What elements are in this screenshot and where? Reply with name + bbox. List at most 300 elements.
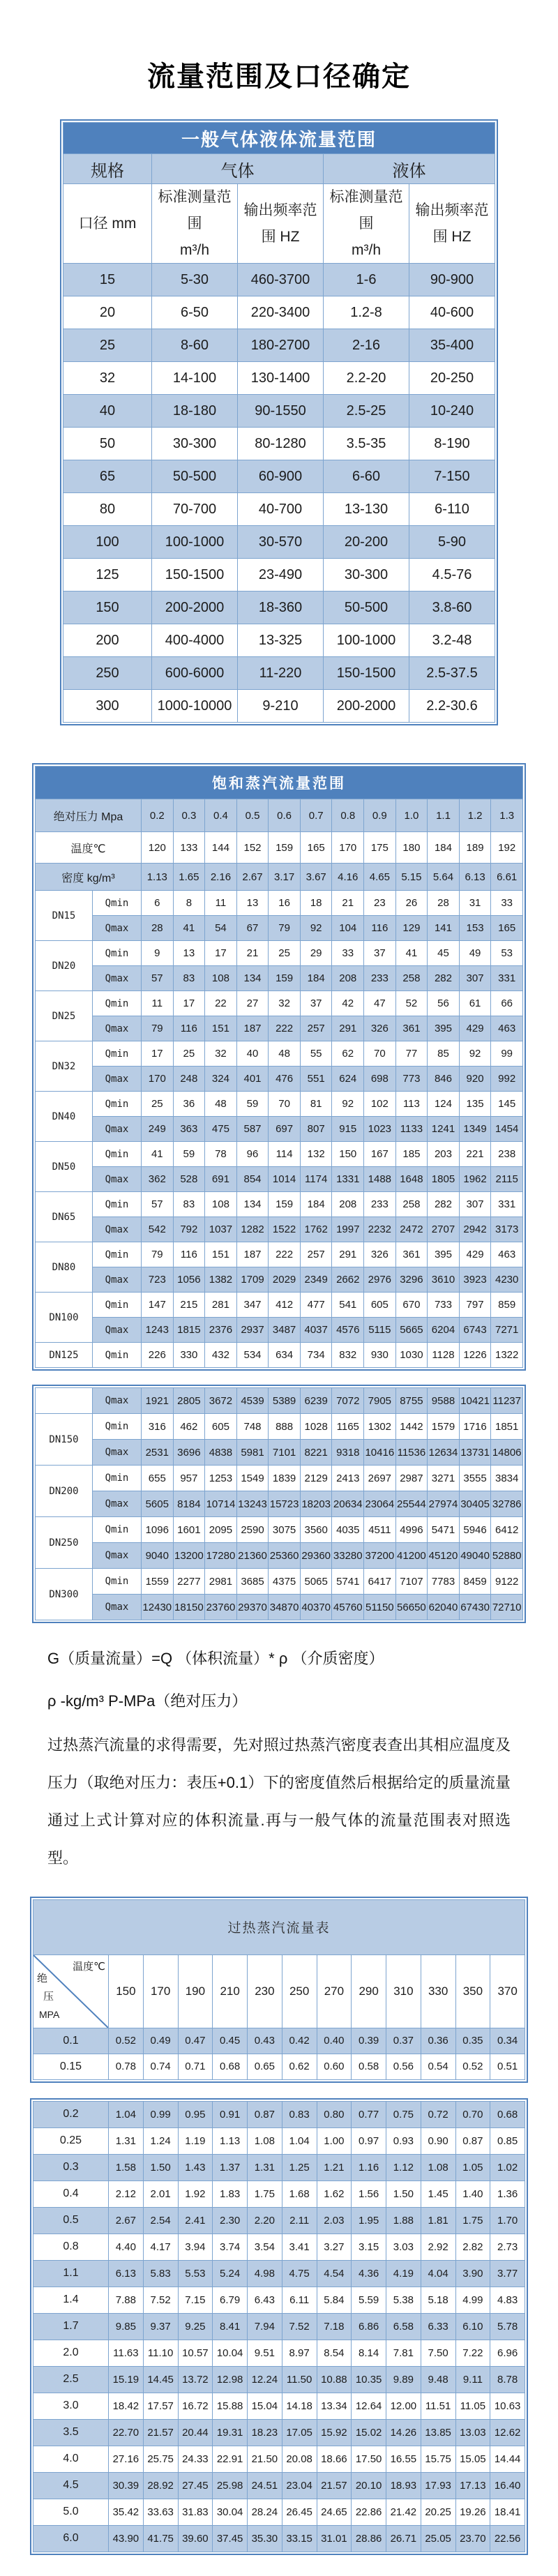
- qmax-cell: 54: [205, 916, 237, 941]
- density-value-cell: 18.23: [248, 2419, 282, 2446]
- density-value-cell: 22.86: [352, 2499, 386, 2525]
- range-cell: 100-1000: [152, 526, 238, 559]
- density-value-cell: 3.54: [248, 2234, 282, 2260]
- qmin-row: [36, 891, 523, 916]
- qmin-cell: 23: [364, 891, 396, 916]
- density-value-cell: 8.78: [490, 2366, 525, 2393]
- pressure-cell: 1.2: [459, 799, 491, 832]
- qmin-row: [36, 1414, 523, 1440]
- qmax-cell: 29360: [300, 1543, 332, 1569]
- qmax-cell: 62040: [428, 1595, 460, 1620]
- qmin-cell: 222: [269, 1242, 301, 1267]
- pressure-cell: 0.9: [364, 799, 396, 832]
- qmax-cell: 92: [300, 916, 332, 941]
- qmax-cell: 475: [205, 1117, 237, 1142]
- pressure-row-label: 3.0: [33, 2393, 109, 2419]
- pressure-row-label: 4.0: [33, 2446, 109, 2472]
- table1-column-header-row: [63, 184, 495, 264]
- qmin-cell: 2095: [205, 1517, 237, 1543]
- density-cell: 3.67: [300, 864, 332, 891]
- density-value-cell: 28.92: [143, 2472, 178, 2499]
- table-row: [63, 624, 495, 657]
- general-flow-table-grid: [63, 122, 495, 723]
- qmin-cell: 347: [236, 1293, 269, 1318]
- qmax-cell: 7271: [491, 1318, 523, 1343]
- density-value-cell: 6.86: [352, 2313, 386, 2340]
- qmin-cell: 81: [300, 1092, 332, 1117]
- qmin-cell: 113: [395, 1092, 428, 1117]
- qmin-cell: 282: [428, 1192, 460, 1217]
- qmin-cell: 159: [269, 1192, 301, 1217]
- qmax-cell: 208: [332, 966, 364, 991]
- qmin-cell: 151: [205, 1242, 237, 1267]
- density-value-cell: 17.13: [455, 2472, 490, 2499]
- density-cell: 4.65: [364, 864, 396, 891]
- density-value-cell: 0.78: [109, 2054, 144, 2079]
- density-value-cell: 20.08: [282, 2446, 317, 2472]
- qmin-cell: 70: [364, 1041, 396, 1067]
- qmax-cell: 18203: [300, 1491, 332, 1517]
- density-value-cell: 10.88: [317, 2366, 352, 2393]
- qmax-cell: 49040: [459, 1543, 491, 1569]
- range-cell: 6-60: [324, 460, 409, 493]
- density-value-cell: 7.94: [248, 2313, 282, 2340]
- density-value-cell: 3.41: [282, 2234, 317, 2260]
- diameter-cell: 100: [63, 526, 152, 559]
- density-value-cell: 4.75: [282, 2260, 317, 2287]
- range-cell: 4.5-76: [409, 559, 495, 592]
- temperature-row: [36, 832, 523, 864]
- qmin-cell: 1442: [395, 1414, 428, 1440]
- density-value-cell: 25.75: [143, 2446, 178, 2472]
- diameter-cell: 80: [63, 493, 152, 526]
- density-value-cell: 11.50: [282, 2366, 317, 2393]
- density-value-cell: 5.18: [421, 2287, 455, 2313]
- qmax-cell: 4576: [332, 1318, 364, 1343]
- superheated-steam-grid-continued: [33, 2101, 525, 2552]
- pressure-row-label: 6.0: [33, 2525, 109, 2552]
- qmin-cell: 52: [395, 991, 428, 1016]
- table-row: [33, 2234, 525, 2260]
- density-cell: 5.15: [395, 864, 428, 891]
- density-value-cell: 37.45: [213, 2525, 248, 2552]
- diameter-cell: 125: [63, 559, 152, 592]
- range-cell: 6-110: [409, 493, 495, 526]
- qmax-cell: 5115: [364, 1318, 396, 1343]
- qmin-cell: 134: [236, 1192, 269, 1217]
- qmin-cell: 2277: [173, 1569, 205, 1595]
- density-value-cell: 2.92: [421, 2234, 455, 2260]
- pressure-cell: 0.6: [269, 799, 301, 832]
- qmax-cell: 4539: [236, 1388, 269, 1414]
- density-value-cell: 21.57: [143, 2419, 178, 2446]
- qmin-row: [36, 1517, 523, 1543]
- range-cell: 5-90: [409, 526, 495, 559]
- qmax-cell: 1037: [205, 1217, 237, 1242]
- qmax-cell: 807: [300, 1117, 332, 1142]
- qmin-cell: 2590: [236, 1517, 269, 1543]
- qmax-cell: 846: [428, 1067, 460, 1092]
- qmax-cell: 13731: [459, 1440, 491, 1466]
- range-cell: 80-1280: [238, 428, 324, 460]
- qmax-cell: 6204: [428, 1318, 460, 1343]
- qmin-cell: 48: [269, 1041, 301, 1067]
- range-cell: 1.2-8: [324, 296, 409, 329]
- table-row: [33, 2180, 525, 2207]
- pressure-cell: 0.8: [332, 799, 364, 832]
- gas-range-header: [152, 184, 238, 264]
- qmax-cell: 45120: [428, 1543, 460, 1569]
- density-value-cell: 0.60: [317, 2054, 352, 2079]
- saturated-steam-grid-continued: [35, 1387, 523, 1620]
- qmin-label: Qmin: [93, 1293, 142, 1318]
- qmin-cell: 208: [332, 1192, 364, 1217]
- qmax-cell: 1962: [459, 1167, 491, 1192]
- qmax-cell: 2232: [364, 1217, 396, 1242]
- qmin-cell: 733: [428, 1293, 460, 1318]
- qmin-cell: 1559: [142, 1569, 174, 1595]
- qmin-row: [36, 1192, 523, 1217]
- qmax-cell: 2662: [332, 1267, 364, 1293]
- qmax-cell: 1815: [173, 1318, 205, 1343]
- density-value-cell: 3.77: [490, 2260, 525, 2287]
- density-value-cell: 35.30: [248, 2525, 282, 2552]
- range-cell: 10-240: [409, 395, 495, 428]
- temperature-cell: 120: [142, 832, 174, 864]
- qmax-cell: 1174: [300, 1167, 332, 1192]
- density-value-cell: 31.83: [178, 2499, 213, 2525]
- density-value-cell: 30.39: [109, 2472, 144, 2499]
- qmax-cell: 624: [332, 1067, 364, 1092]
- pressure-row: [36, 799, 523, 832]
- range-cell: 70-700: [152, 493, 238, 526]
- qmax-cell: 34870: [269, 1595, 301, 1620]
- qmax-cell: 37200: [364, 1543, 396, 1569]
- qmin-cell: 888: [269, 1414, 301, 1440]
- density-value-cell: 16.40: [490, 2472, 525, 2499]
- qmin-row: [36, 1242, 523, 1267]
- density-value-cell: 1.75: [455, 2207, 490, 2234]
- density-value-cell: 0.36: [421, 2028, 455, 2054]
- table-row: [63, 657, 495, 690]
- qmin-cell: 22: [205, 991, 237, 1016]
- temperature-cell: 170: [332, 832, 364, 864]
- dn-label: DN300: [36, 1569, 93, 1620]
- diameter-cell: 40: [63, 395, 152, 428]
- table-row: [33, 2207, 525, 2234]
- density-label: 密度 kg/m³: [36, 864, 142, 891]
- density-value-cell: 4.54: [317, 2260, 352, 2287]
- qmin-cell: 56: [428, 991, 460, 1016]
- qmin-cell: 1030: [395, 1343, 428, 1368]
- dn-label: DN50: [36, 1142, 93, 1192]
- qmin-cell: 1579: [428, 1414, 460, 1440]
- density-value-cell: 0.52: [109, 2028, 144, 2054]
- table-row: [33, 2127, 525, 2154]
- density-value-cell: 0.68: [213, 2054, 248, 2079]
- qmin-cell: 25: [173, 1041, 205, 1067]
- qmin-cell: 412: [269, 1293, 301, 1318]
- qmax-cell: 542: [142, 1217, 174, 1242]
- density-value-cell: 1.70: [490, 2207, 525, 2234]
- temperature-cell: 175: [364, 832, 396, 864]
- density-value-cell: 0.90: [421, 2127, 455, 2154]
- density-value-cell: 9.25: [178, 2313, 213, 2340]
- qmax-cell: 3923: [459, 1267, 491, 1293]
- density-value-cell: 3.90: [455, 2260, 490, 2287]
- qmin-cell: 57: [142, 1192, 174, 1217]
- density-value-cell: 23.70: [455, 2525, 490, 2552]
- density-value-cell: 6.43: [248, 2287, 282, 2313]
- density-value-cell: 7.15: [178, 2287, 213, 2313]
- range-cell: 13-130: [324, 493, 409, 526]
- density-value-cell: 5.38: [386, 2287, 421, 2313]
- range-cell: 2.2-20: [324, 362, 409, 395]
- diameter-cell: 250: [63, 657, 152, 690]
- qmin-cell: 655: [142, 1466, 174, 1491]
- qmin-cell: 96: [236, 1142, 269, 1167]
- density-value-cell: 22.56: [490, 2525, 525, 2552]
- qmax-label: Qmax: [93, 966, 142, 991]
- qmin-cell: 215: [173, 1293, 205, 1318]
- density-value-cell: 5.59: [352, 2287, 386, 2313]
- qmax-cell: 13200: [173, 1543, 205, 1569]
- qmin-cell: 4035: [332, 1517, 364, 1543]
- document-page: [0, 54, 558, 2576]
- density-value-cell: 25.05: [421, 2525, 455, 2552]
- temperature-label: 温度℃: [36, 832, 142, 864]
- density-value-cell: 3.74: [213, 2234, 248, 2260]
- qmax-label: Qmax: [93, 1595, 142, 1620]
- temperature-column-header: 150: [109, 1954, 144, 2028]
- dn-label: DN100: [36, 1293, 93, 1343]
- density-cell: 6.13: [459, 864, 491, 891]
- table-row: [63, 296, 495, 329]
- qmax-cell: 170: [142, 1067, 174, 1092]
- qmax-label: Qmax: [93, 1067, 142, 1092]
- qmax-cell: 23760: [205, 1595, 237, 1620]
- density-value-cell: 0.93: [386, 2127, 421, 2154]
- density-value-cell: 7.22: [455, 2340, 490, 2366]
- qmax-row: [36, 1440, 523, 1466]
- qmin-cell: 233: [364, 1192, 396, 1217]
- density-value-cell: 0.72: [421, 2101, 455, 2127]
- qmax-cell: 25360: [269, 1543, 301, 1569]
- dn-label: DN25: [36, 991, 93, 1041]
- density-value-cell: 20.10: [352, 2472, 386, 2499]
- range-cell: 2.2-30.6: [409, 690, 495, 723]
- density-value-cell: 16.55: [386, 2446, 421, 2472]
- density-value-cell: 18.66: [317, 2446, 352, 2472]
- gas-freq-header: [238, 184, 324, 264]
- qmin-cell: 748: [236, 1414, 269, 1440]
- density-value-cell: 10.35: [352, 2366, 386, 2393]
- qmax-row: [36, 1016, 523, 1041]
- pressure-cell: 0.3: [173, 799, 205, 832]
- saturated-steam-table: [32, 763, 526, 1371]
- qmin-cell: 25: [142, 1092, 174, 1117]
- density-value-cell: 0.58: [352, 2054, 386, 2079]
- qmin-label: Qmin: [93, 1142, 142, 1167]
- density-value-cell: 0.51: [490, 2054, 525, 2079]
- qmin-cell: 1165: [332, 1414, 364, 1440]
- density-value-cell: 20.44: [178, 2419, 213, 2446]
- qmax-cell: 1349: [459, 1117, 491, 1142]
- qmin-cell: 83: [173, 1192, 205, 1217]
- density-value-cell: 0.97: [352, 2127, 386, 2154]
- qmax-cell: 915: [332, 1117, 364, 1142]
- density-value-cell: 23.04: [282, 2472, 317, 2499]
- density-value-cell: 7.18: [317, 2313, 352, 2340]
- pressure-unit: MPA: [39, 2008, 60, 2020]
- qmax-cell: 291: [332, 1016, 364, 1041]
- qmax-cell: 41: [173, 916, 205, 941]
- qmin-cell: 1839: [269, 1466, 301, 1491]
- qmax-cell: 326: [364, 1016, 396, 1041]
- qmin-cell: 258: [395, 1192, 428, 1217]
- qmin-cell: 17: [173, 991, 205, 1016]
- density-value-cell: 15.19: [109, 2366, 144, 2393]
- qmin-cell: 114: [269, 1142, 301, 1167]
- qmin-row: [36, 1142, 523, 1167]
- density-value-cell: 22.70: [109, 2419, 144, 2446]
- range-cell: 2.5-25: [324, 395, 409, 428]
- range-cell: 23-490: [238, 559, 324, 592]
- pressure-row-label: 4.5: [33, 2472, 109, 2499]
- range-cell: 150-1500: [324, 657, 409, 690]
- dn-label: DN125: [36, 1343, 93, 1368]
- table1-title-row: [63, 123, 495, 154]
- qmax-cell: 6239: [300, 1388, 332, 1414]
- qmin-cell: 395: [428, 1242, 460, 1267]
- qmax-label: Qmax: [93, 1388, 142, 1414]
- qmax-cell: 5605: [142, 1491, 174, 1517]
- table-row: [33, 2525, 525, 2552]
- qmax-cell: 52880: [491, 1543, 523, 1569]
- table-row: [63, 690, 495, 723]
- pressure-row-label: 1.4: [33, 2287, 109, 2313]
- qmax-cell: 2531: [142, 1440, 174, 1466]
- density-value-cell: 4.83: [490, 2287, 525, 2313]
- qmax-cell: 13243: [236, 1491, 269, 1517]
- qmin-cell: 25: [269, 941, 301, 966]
- qmax-cell: 21360: [236, 1543, 269, 1569]
- qmin-cell: 2987: [395, 1466, 428, 1491]
- range-cell: 8-60: [152, 329, 238, 362]
- temperature-cell: 133: [173, 832, 205, 864]
- density-value-cell: 2.30: [213, 2207, 248, 2234]
- qmax-label: Qmax: [93, 1167, 142, 1192]
- qmax-cell: 3173: [491, 1217, 523, 1242]
- qmax-cell: 2349: [300, 1267, 332, 1293]
- qmin-cell: 307: [459, 1192, 491, 1217]
- qmin-cell: 6412: [491, 1517, 523, 1543]
- qmax-cell: 10714: [205, 1491, 237, 1517]
- density-value-cell: 14.44: [490, 2446, 525, 2472]
- table-row: [33, 2393, 525, 2419]
- pressure-row-label: 1.7: [33, 2313, 109, 2340]
- temperature-cell: 152: [236, 832, 269, 864]
- qmin-cell: 59: [236, 1092, 269, 1117]
- range-cell: 18-180: [152, 395, 238, 428]
- qmin-cell: 5741: [332, 1569, 364, 1595]
- qmin-cell: 79: [142, 1242, 174, 1267]
- qmin-cell: 9: [142, 941, 174, 966]
- qmax-cell: 11536: [395, 1440, 428, 1466]
- table-row: [63, 329, 495, 362]
- density-value-cell: 0.77: [352, 2101, 386, 2127]
- gas-header: 气体: [152, 154, 324, 184]
- density-value-cell: 6.11: [282, 2287, 317, 2313]
- density-cell: 6.61: [491, 864, 523, 891]
- table2-title: 饱和蒸汽流量范围: [36, 767, 523, 799]
- density-value-cell: 1.00: [317, 2127, 352, 2154]
- density-value-cell: 15.02: [352, 2419, 386, 2446]
- qmax-cell: 307: [459, 966, 491, 991]
- qmin-cell: 797: [459, 1293, 491, 1318]
- density-value-cell: 9.48: [421, 2366, 455, 2393]
- qmin-cell: 331: [491, 1192, 523, 1217]
- density-value-cell: 1.02: [490, 2154, 525, 2180]
- qmax-cell: 4037: [300, 1318, 332, 1343]
- qmax-row: [36, 1267, 523, 1293]
- density-value-cell: 21.57: [317, 2472, 352, 2499]
- qmax-cell: 6743: [459, 1318, 491, 1343]
- range-cell: 90-900: [409, 264, 495, 296]
- qmax-cell: 10416: [364, 1440, 396, 1466]
- temperature-column-header: 190: [178, 1954, 213, 2028]
- qmin-cell: 124: [428, 1092, 460, 1117]
- density-value-cell: 1.81: [421, 2207, 455, 2234]
- qmax-cell: 2376: [205, 1318, 237, 1343]
- qmax-cell: 15723: [269, 1491, 301, 1517]
- density-value-cell: 0.37: [386, 2028, 421, 2054]
- qmin-cell: 92: [459, 1041, 491, 1067]
- temperature-cell: 144: [205, 832, 237, 864]
- temperature-cell: 189: [459, 832, 491, 864]
- density-value-cell: 4.19: [386, 2260, 421, 2287]
- density-value-cell: 9.11: [455, 2366, 490, 2393]
- qmin-cell: 18: [300, 891, 332, 916]
- pressure-row-label: 2.0: [33, 2340, 109, 2366]
- qmin-cell: 670: [395, 1293, 428, 1318]
- qmax-label: Qmax: [93, 1267, 142, 1293]
- density-value-cell: 21.42: [386, 2499, 421, 2525]
- density-value-cell: 0.49: [143, 2028, 178, 2054]
- table-row: [63, 493, 495, 526]
- qmin-label: Qmin: [93, 1242, 142, 1267]
- qmin-row: [36, 1343, 523, 1368]
- density-value-cell: 41.75: [143, 2525, 178, 2552]
- range-cell: 14-100: [152, 362, 238, 395]
- qmax-cell: 222: [269, 1016, 301, 1041]
- std-unit-label: m³/h: [352, 241, 381, 258]
- liquid-freq-header: [409, 184, 495, 264]
- corner-temperature-label: 温度℃: [73, 1960, 105, 1973]
- table-row: [63, 362, 495, 395]
- range-cell: 30-300: [152, 428, 238, 460]
- qmin-cell: 1851: [491, 1414, 523, 1440]
- qmin-cell: 4996: [395, 1517, 428, 1543]
- qmin-cell: 85: [428, 1041, 460, 1067]
- density-value-cell: 15.92: [317, 2419, 352, 2446]
- qmax-cell: 1014: [269, 1167, 301, 1192]
- qmin-label: Qmin: [93, 1517, 142, 1543]
- qmax-cell: 362: [142, 1167, 174, 1192]
- table-row: [63, 559, 495, 592]
- density-value-cell: 1.25: [282, 2154, 317, 2180]
- density-value-cell: 27.45: [178, 2472, 213, 2499]
